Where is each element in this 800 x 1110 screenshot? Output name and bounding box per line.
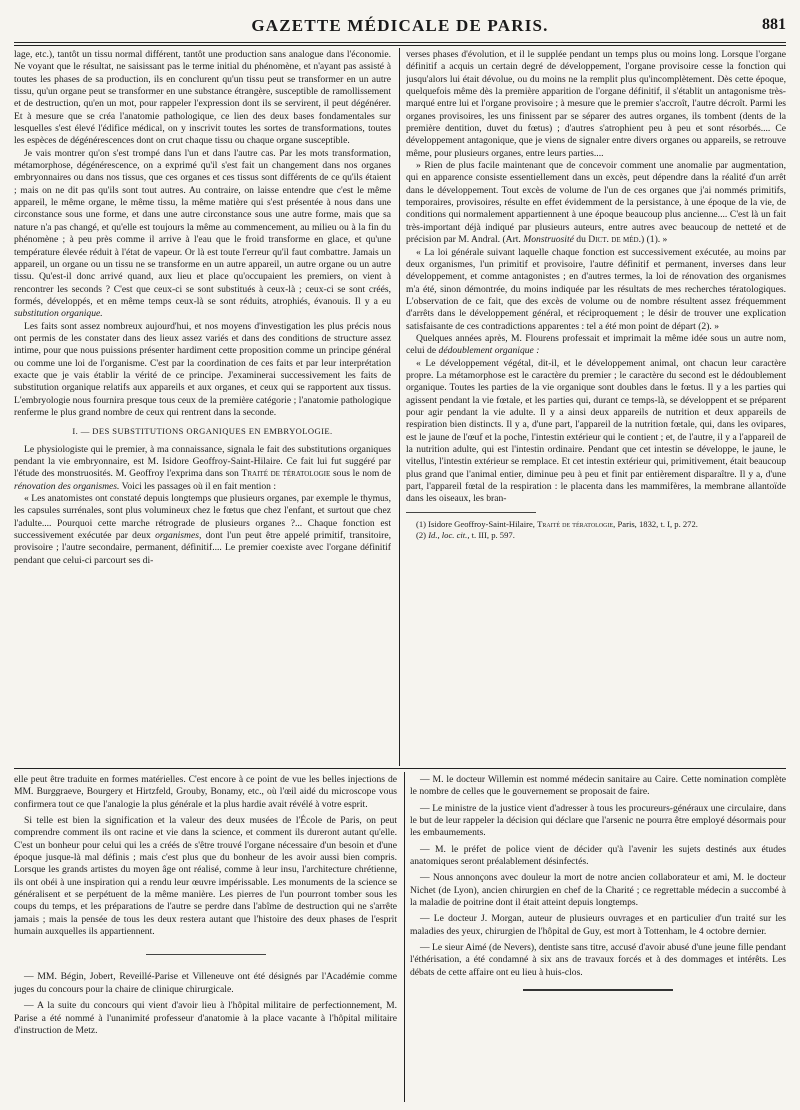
news-item: — M. le docteur Willemin est nommé médecin sanitaire au Caire. Cette nomination complète le nombre de celles que le gouvernement se proposait de faire. xyxy=(410,774,786,798)
paragraph: elle peut être traduite en formes matérielles. C'est encore à ce point de vue les belles injections de MM. Burggraeve, Bourgery et Hirtzfeld, Grouby, Bonamy, etc., où l'œil aidé du microscope vous confirmera tout ce que l'analogie la plus générale et la plus hardie avait révélé à votre esprit. xyxy=(14,774,397,810)
journal-title: GAZETTE MÉDICALE DE PARIS. xyxy=(251,16,549,35)
emphasis: rénovation des organismes. xyxy=(14,480,120,492)
footnote-rule xyxy=(406,512,536,513)
book-title: Traité de tératologie xyxy=(241,468,331,480)
paragraph: Je vais montrer qu'on s'est trompé dans l'un et dans l'autre cas. Par les mots transformation, métamorphose, dégénérescence, on a exprimé qu'il s'est fait un changement dans nos organes embryonnaires ou dans nos tissus, que ces organes et ces tissus sont différents de ce qu'ils étaient ; mais on ne dit pas qu'ils sont tout autres. Au contraire, on laisse entendre que c'est le même appareil, le même organe, le même tissu, la même matière qui s'est présentée à nous dans une circonstance sous une forme, et dans une autre circonstance sous une autre forme, mais que sa nature n'a pas changé, et qu'elle est toujours la même au commencement, au milieu ou à la fin du phénomène ; à peu près comme il arrive à l'eau que le froid transforme en glace, et qu'une température élevée réduit à l'état de vapeur. Or là est toute l'erreur qu'il faut combattre. Jamais un appareil, un organe ou un tissu ne se transforme en un autre appareil, un autre organe ou un autre tissu. Qu'est-il donc arrivé quand, aux lieu et place qu'occupaient les premiers, on vient à rencontrer les seconds ? C'est que ceux-ci se sont substitués à ceux-là ; ceux-ci se sont créés, formés, développés, et en même temps ceux-là se sont réduits, atrophiés, évanouis. Il y a eu substitution organique. xyxy=(14,147,391,320)
paragraph: Le physiologiste qui le premier, à ma connaissance, signala le fait des substitutions organiques pendant la vie embryonnaire, est M. Isidore Geoffroy-Saint-Hilaire. Ce fait lui fut suggéré par l'étude des monstruosités. M. Geoffroy l'exprima dans son Traité de tératologie sous le nom de rénovation des organismes. Voici les passages où il en fait mention : xyxy=(14,443,391,492)
column-divider-top xyxy=(399,48,400,766)
news-item: — Le sieur Aimé (de Nevers), dentiste sans titre, accusé d'avoir abusé d'une jeune fille pendant l'éthérisation, a été condamné à six ans de travaux forcés et à des dommages et intérêts. Les débats de cette affaire ont eu lieu à huis-clos. xyxy=(410,942,786,978)
article-column-right xyxy=(406,49,786,766)
emphasis: dédoublement organique : xyxy=(438,345,540,357)
page-number: 881 xyxy=(762,16,786,33)
paragraph: Si telle est bien la signification et la valeur des deux musées de l'École de Paris, on peut comprendre comment ils ont racine et vie dans la science, et comment ils dureront autant qu'elle. C'est un bonheur pour celui qui les a créés de s'être trouvé l'organe nécessaire d'un besoin et d'une époque jusque-là mal définis ; mais c'est plus que du bonheur de les avoir aussi bien compris. Lorsque les grands artistes du moyen âge ont réalisé, comme à leur insu, l'architecture chrétienne, ils ont obéi à une inspiration qui a rendu leur œuvre impérissable. Les monuments de la science se généralisent et se perpétuent de la même manière. Les pierres de l'un pourront tomber sous les coups du temps, et les préparations de l'autre se perdre dans l'abîme de destruction qui ne s'arrête jamais ; mais la pensée de tous les deux restera autant que l'histoire des deux phases de l'esprit humain auxquelles ils appartiennent. xyxy=(14,815,397,938)
footnote-2: (2) Id., loc. cit., t. III, p. 597. xyxy=(416,529,515,540)
emphasis: substitution organique. xyxy=(14,308,103,320)
header-rule xyxy=(14,42,786,43)
footnote-1: (1) Isidore Geoffroy-Saint-Hilaire, Traité de tératologie, Paris, 1832, t. I, p. 272. xyxy=(416,518,698,529)
feuilleton-column-left xyxy=(14,774,397,1104)
quotation: « Les anatomistes ont constaté depuis longtemps que plusieurs organes, par exemple le thymus, les capsules surrénales, sont plus volumineux chez le fœtus que chez l'enfant, et surtout que chez l'adulte.... Pourquoi cette marche rétrograde de plusieurs organes ?... Chaque fonction est successivement exécutée par deux organismes, dont l'un peut être appelé primitif, transitoire, provisoire ; l'autre secondaire, permanent, définitif.... Le premier coexiste avec l'organe définitif pendant que celui-ci parcourt ses di- xyxy=(14,493,391,566)
section-heading: I. — DES SUBSTITUTIONS ORGANIQUES EN EMBRYOLOGIE. xyxy=(72,426,333,437)
section-rule xyxy=(14,768,786,769)
news-item: — MM. Bégin, Jobert, Reveillé-Parise et Villeneuve ont été désignés par l'Académie comme juges du concours pour la chaire de clinique chirurgicale. xyxy=(14,971,397,995)
separator xyxy=(146,954,266,955)
book-title: Dict. de méd. xyxy=(588,234,641,246)
news-item: — Nous annonçons avec douleur la mort de notre ancien collaborateur et ami, M. le docteur Nichet (de Lyon), ancien chirurgien en chef de la Charité ; ce regrettable médecin a succombé à la maladie de poitrine dont il était atteint depuis longtemps. xyxy=(410,872,786,909)
header-rule-thin xyxy=(14,45,786,46)
end-rule xyxy=(523,989,673,991)
column-divider-bottom xyxy=(404,772,405,1102)
quotation: « Le développement végétal, dit-il, et le développement animal, ont chacun leur caractère propre. La métamorphose est le caractère du premier ; le caractère du second est le dédoublement organique. Toutes les parties de la vie organique sont doubles dans le fœtus. Il y a les parties qui agissent pendant la vie fœtale, et les parties qui, durant ce temps-là, se développent et se préparent pour agir pendant la vie adulte. Il y a ainsi deux appareils de nutrition et deux appareils de respiration bien distincts. Il y a, d'une part, l'appareil de la nutrition fœtale, qui, dans les ovipares, est le jaune de l'œuf et la poche, l'intestin extérieur qui le contient ; et, de l'autre, il y a l'appareil de la nutrition adulte, qui est l'intestin ordinaire. Pendant que cet intestin se développe, le jaune, le vitellus, l'intestin extérieur se remplace. Et cet intestin extérieur qui, primitivement, était beaucoup plus grand que l'animal entier, diminue peu à peu et finit par entièrement disparaître. Il y a, d'une part, l'appareil fœtal de la respiration : le placenta dans les mammifères, la membrane allantoïde dans les oiseaux, les bran- xyxy=(406,357,786,505)
news-item: — Le ministre de la justice vient d'adresser à tous les procureurs-généraux une circulaire, dans le but de leur rappeler la décision qui déclare que l'arsenic ne pourra être employé désormais pour les embaumements. xyxy=(410,802,786,839)
emphasis: organismes, xyxy=(155,530,202,542)
paragraph: Les faits sont assez nombreux aujourd'hui, et nos moyens d'investigation les plus précis nous ont permis de les constater dans des lieux assez variés et dans des conditions de structure assez intime, pour que nous puissions présenter hardiment cette proposition comme un principe général ou comme une loi de l'organisme. C'est par la coordination de ces faits et par leur interprétation exacte que je vais établir la vérité de ce principe. J'examinerai successivement les faits de substitution organique relatifs aux appareils et aux organes, et ceux qui se rapportent aux tissus. L'embryologie nous fournira presque tous ceux de la première catégorie ; l'anatomie pathologique renferme le plus grand nombre de ceux qui rentrent dans la seconde. xyxy=(14,320,391,418)
news-item: — M. le préfet de police vient de décider qu'à l'avenir les sujets destinés aux études anatomiques seront préalablement désinfectés. xyxy=(410,843,786,868)
paragraph: verses phases d'évolution, et il le supplée pendant un temps plus ou moins long. Lorsque l'organe définitif a acquis un certain degré de développement, l'organe provisoire cesse la fonction qui jusqu'alors lui était dévolue, ou du moins ne la remplit plus qu'incomplètement. Dès cette époque, quelquefois même dès la première apparition de l'organe définitif, il s'établit un antagonisme très-marqué entre lui et l'organe provisoire ; à mesure que le premier s'accroît, l'autre décroît. Parmi les organes provisoires, les uns finissent par se séparer des autres organes, ils tombent (dents de la première dentition, duvet du fœtus) ; d'autres s'atrophient peu à peu et sont résorbés.... Ce développement antagonique, que je viens de signaler entre divers organes ou appareils, se retrouve même, pour plusieurs organes, entre leurs parties.... xyxy=(406,49,786,159)
article-column-left xyxy=(14,49,391,766)
news-column-right xyxy=(410,774,786,1104)
news-item: — Le docteur J. Morgan, auteur de plusieurs ouvrages et en particulier d'un traité sur les maladies des yeux, chirurgien de l'hôpital de Guy, est mort à Tottenham, le 4 octobre dernier. xyxy=(410,913,786,937)
news-item: — A la suite du concours qui vient d'avoir lieu à l'hôpital militaire de perfectionnement, M. Parise a été nommé à l'unanimité professeur d'anatomie à la place vacante à l'hôpital militaire d'instruction de Metz. xyxy=(14,1000,397,1036)
emphasis: Monstruosité xyxy=(523,234,574,246)
quotation: « La loi générale suivant laquelle chaque fonction est successivement exécutée, au moins par deux organismes, l'un primitif et provisoire, l'autre définitif et permanent, inverses dans leur développement, et comme antagonistes ; en d'autres termes, la loi de rénovation des organismes m'a été, sinon démontrée, du moins indiquée par les résultats de mes recherches tératologiques. L'observation de ce fait, que des excès de volume ou de nombre résultent assez fréquemment d'arrêts dans le développement général, et réciproquement ; le désir de trouver une explication satisfaisante de ces contradictions apparentes : tel a été mon point de départ (2). » xyxy=(406,246,786,332)
paragraph: lage, etc.), tantôt un tissu normal différent, tantôt une production sans analogue dans l'économie. Ne voyant que le résultat, ne saisissant pas le terme initial du phénomène, et n'ayant pas assisté à toutes les phases de sa production, ils en conclurent qu'un tissu peut se transformer en un autre tissu, qu'un organe peut se transformer en une substance étrangère, susceptible de ramollissement et de destruction, qu'en un mot, pour rappeler l'expression dont ils se servirent, il peut dégénérer. Et à mesure que se créa l'anatomie pathologique, ce lien des deux bases fondamentales sur lesquelles s'est élevé l'édifice médical, on y inscrivit toutes les sortes de transformations, toutes les espèces de dégénérescences dont on crut chaque tissu ou chaque organe susceptible. xyxy=(14,49,391,147)
paragraph: » Rien de plus facile maintenant que de concevoir comment une anomalie par augmentation, qui en apparence consiste essentiellement dans un excès, peut dépendre dans la réalité d'un arrêt dans le développement. Tout excès de volume de l'un de ces organes que j'ai nommés primitifs, temporaires, provisoires, résulte en effet évidemment de la persistance, à une époque de la vie, de conditions qui normalement appartiennent à une époque beaucoup plus ancienne.... C'est là un fait très-important déjà indiqué par plusieurs auteurs, entre autres avec beaucoup de netteté et de précision par M. Andral. (Art. Monstruosité du Dict. de méd.) (1). » xyxy=(406,160,786,246)
paragraph: Quelques années après, M. Flourens professait et imprimait la même idée sous un autre nom, celui de dédoublement organique : xyxy=(406,332,786,357)
masthead xyxy=(14,16,786,40)
